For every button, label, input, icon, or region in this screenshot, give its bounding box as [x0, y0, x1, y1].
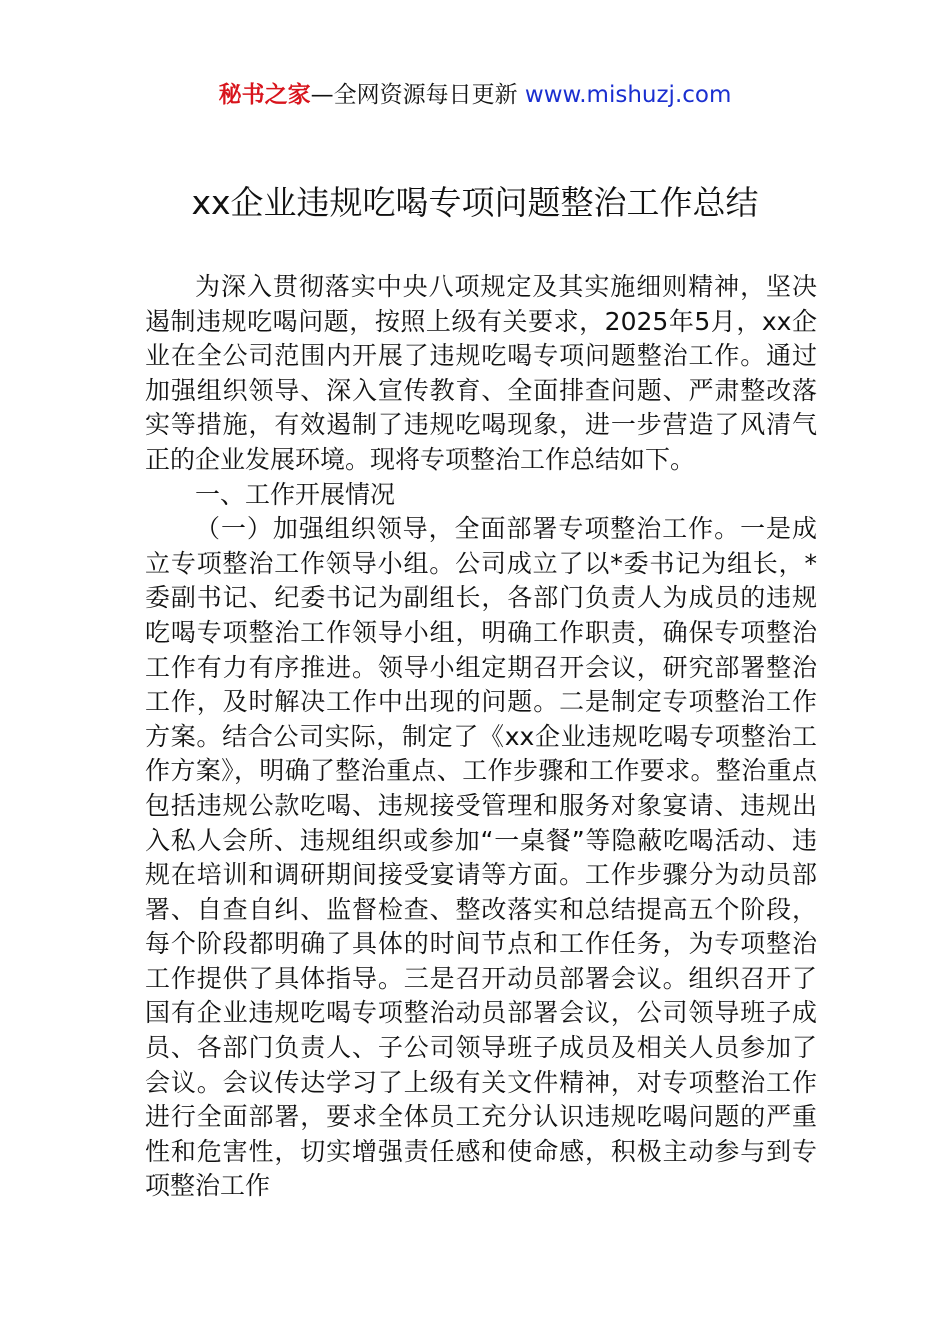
document-title: xx企业违规吃喝专项问题整治工作总结 — [191, 183, 759, 222]
site-url-link[interactable]: www.mishuzj.com — [524, 82, 732, 108]
document-body — [145, 270, 817, 1204]
site-brand: 秘书之家 — [218, 82, 311, 108]
section-heading: 一、工作开展情况 — [195, 479, 396, 509]
site-tagline: —全网资源每日更新 — [310, 82, 525, 108]
body-paragraph: （一）加强组织领导，全面部署专项整治工作。一是成立专项整治工作领导小组。公司成立了以*委书记为组长，*委副书记、纪委书记为副组长，各部门负责人为成员的违规吃喝专项整治工作领导小组，明确工作职责，确保专项整治工作有力有序推进。领导小组定期召开会议，研究部署整治工作，及时解决工作中出现的问题。二是制定专项整治工作方案。结合公司实际，制定了《xx企业违规吃喝专项整治工作方案》，明确了整治重点、工作步骤和工作要求。整治重点包括违规公款吃喝、违规接受管理和服务对象宴请、违规出入私人会所、违规组织或参加“一桌餐”等隐蔽吃喝活动、违规在培训和调研期间接受宴请等方面。工作步骤分为动员部署、自查自纠、监督检查、整改落实和总结提高五个阶段，每个阶段都明确了具体的时间节点和工作任务，为专项整治工作提供了具体指导。三是召开动员部署会议。组织召开了国有企业违规吃喝专项整治动员部署会议，公司领导班子成员、各部门负责人、子公司领导班子成员及相关人员参加了会议。会议传达学习了上级有关文件精神，对专项整治工作进行全面部署，要求全体员工充分认识违规吃喝问题的严重性和危害性，切实增强责任感和使命感，积极主动参与到专项整治工作 — [145, 514, 817, 1201]
site-header — [0, 78, 950, 112]
intro-paragraph: 为深入贯彻落实中央八项规定及其实施细则精神，坚决遏制违规吃喝问题，按照上级有关要求，2025年5月，xx企业在全公司范围内开展了违规吃喝专项问题整治工作。通过加强组织领导、深入宣传教育、全面排查问题、严肃整改落实等措施，有效遏制了违规吃喝现象，进一步营造了风清气正的企业发展环境。现将专项整治工作总结如下。 — [145, 272, 817, 474]
